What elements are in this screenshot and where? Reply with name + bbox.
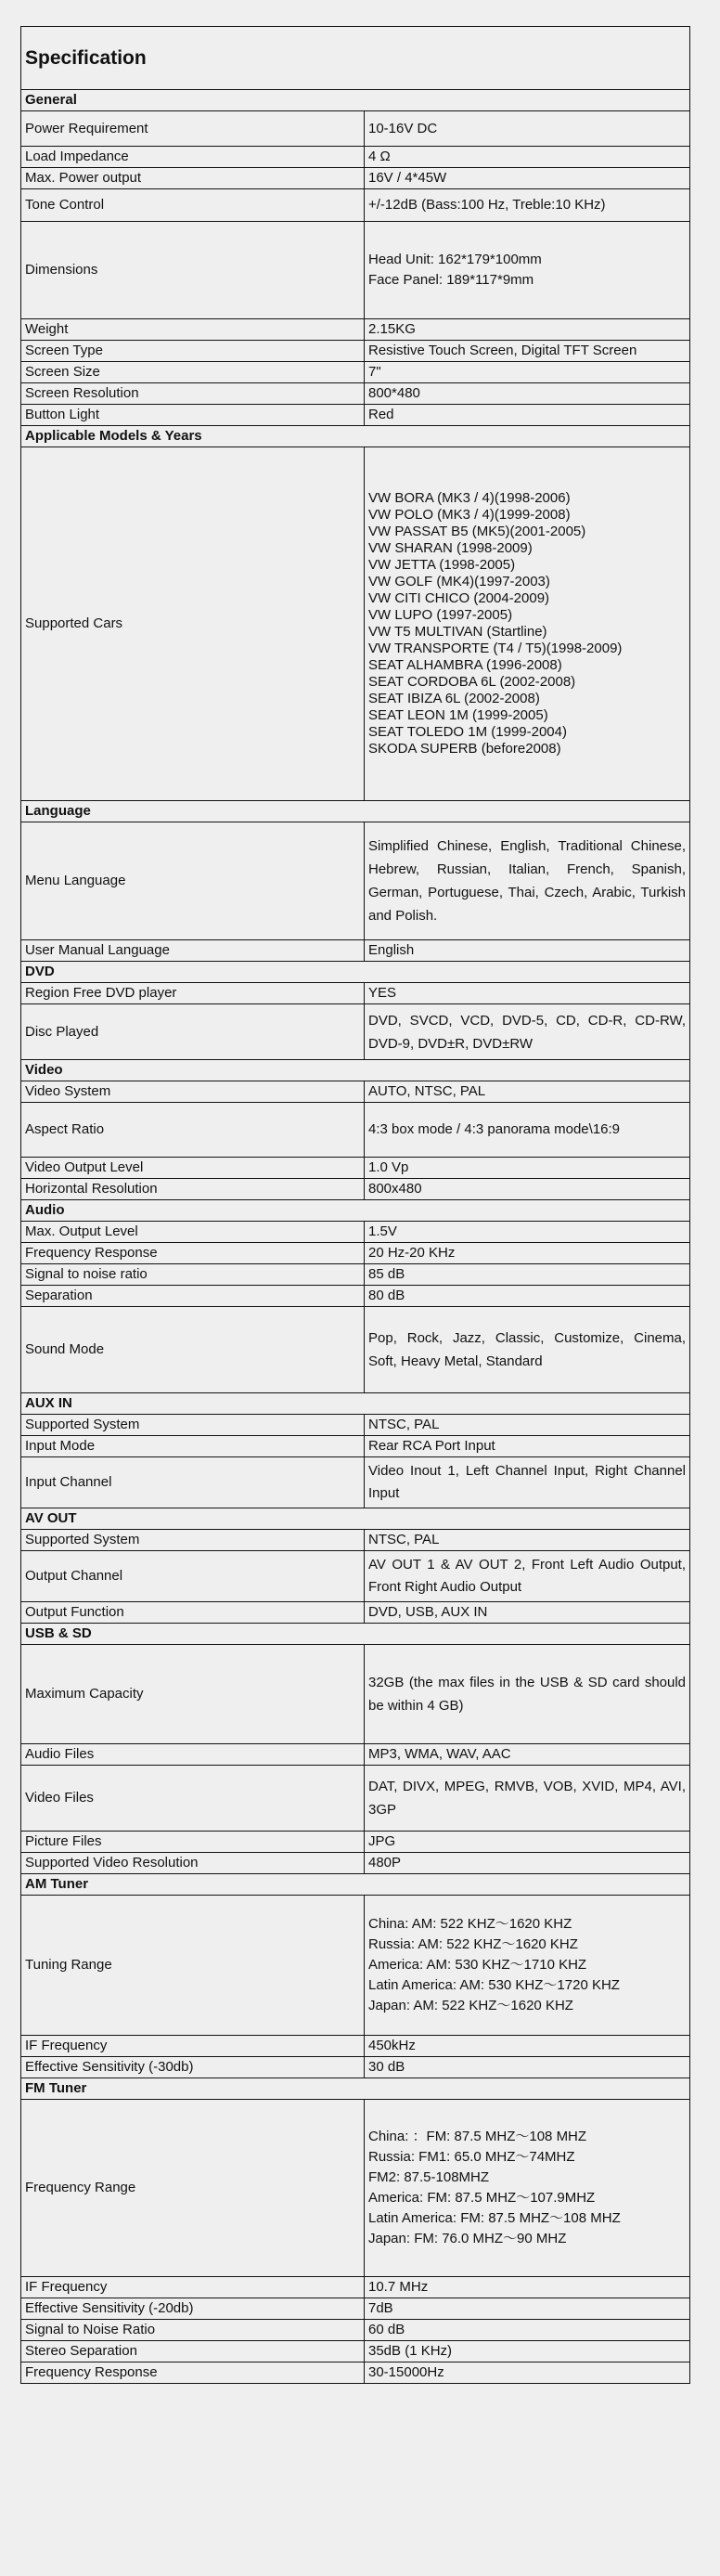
spec-label: Supported Cars <box>21 447 365 801</box>
spec-value: 10.7 MHz <box>365 2277 690 2298</box>
section-heading: General <box>21 90 690 111</box>
spec-row <box>21 1602 690 1624</box>
spec-row <box>21 1551 690 1602</box>
spec-label: Region Free DVD player <box>21 983 365 1004</box>
spec-row <box>21 2057 690 2078</box>
spec-value: 480P <box>365 1853 690 1874</box>
spec-row <box>21 822 690 940</box>
section-heading: Audio <box>21 1200 690 1222</box>
spec-value: English <box>365 940 690 962</box>
spec-row <box>21 1222 690 1243</box>
spec-row <box>21 1436 690 1457</box>
spec-row <box>21 189 690 222</box>
spec-value: 32GB (the max files in the USB & SD card should be within 4 GB) <box>365 1645 690 1744</box>
specification-table <box>20 26 690 2384</box>
spec-row <box>21 1530 690 1551</box>
spec-value: 1.5V <box>365 1222 690 1243</box>
spec-value: 60 dB <box>365 2320 690 2341</box>
section-heading: USB & SD <box>21 1624 690 1645</box>
spec-row <box>21 319 690 341</box>
spec-row <box>21 1645 690 1744</box>
spec-value: 7dB <box>365 2298 690 2320</box>
spec-value: DVD, SVCD, VCD, DVD-5, CD, CD-R, CD-RW, DVD-9, DVD±R, DVD±RW <box>365 1004 690 1060</box>
page-title: Specification <box>21 27 690 90</box>
spec-value: China: ：FM: 87.5 MHZ～108 MHZ Russia: FM1: 65.0 MHZ～74MHZ FM2: 87.5-108MHZ America: FM: 87.5 MHZ～107.9MHZ Latin America: FM: 87.5 MHZ～108 MHZ Japan: FM: 76.0 MHZ～90 MHZ <box>365 2100 690 2277</box>
spec-label: Screen Size <box>21 362 365 383</box>
spec-label: Video Files <box>21 1766 365 1832</box>
spec-row <box>21 983 690 1004</box>
spec-label: Max. Power output <box>21 168 365 189</box>
spec-value: Red <box>365 405 690 426</box>
spec-label: Disc Played <box>21 1004 365 1060</box>
spec-label: Supported System <box>21 1415 365 1436</box>
spec-label: User Manual Language <box>21 940 365 962</box>
spec-value: JPG <box>365 1832 690 1853</box>
spec-row <box>21 1307 690 1393</box>
spec-row <box>21 2036 690 2057</box>
spec-value: DAT, DIVX, MPEG, RMVB, VOB, XVID, MP4, AVI, 3GP <box>365 1766 690 1832</box>
spec-row <box>21 1744 690 1766</box>
spec-row <box>21 2320 690 2341</box>
spec-label: Audio Files <box>21 1744 365 1766</box>
spec-label: Stereo Separation <box>21 2341 365 2362</box>
spec-row <box>21 2100 690 2277</box>
spec-row <box>21 1832 690 1853</box>
spec-value: Resistive Touch Screen, Digital TFT Screen <box>365 341 690 362</box>
spec-value: AUTO, NTSC, PAL <box>365 1081 690 1103</box>
spec-label: Video Output Level <box>21 1158 365 1179</box>
spec-value: Simplified Chinese, English, Traditional Chinese, Hebrew, Russian, Italian, French, Spanish, German, Portuguese, Thai, Czech, Arabic, Turkish and Polish. <box>365 822 690 940</box>
section-heading: AM Tuner <box>21 1874 690 1896</box>
spec-label: Effective Sensitivity (-30db) <box>21 2057 365 2078</box>
spec-row <box>21 111 690 147</box>
spec-label: Screen Type <box>21 341 365 362</box>
section-header <box>21 801 690 822</box>
spec-row <box>21 1243 690 1264</box>
spec-value: Rear RCA Port Input <box>365 1436 690 1457</box>
spec-label: Effective Sensitivity (-20db) <box>21 2298 365 2320</box>
spec-row <box>21 940 690 962</box>
spec-row <box>21 1896 690 2036</box>
section-heading: DVD <box>21 962 690 983</box>
spec-row <box>21 362 690 383</box>
spec-label: Max. Output Level <box>21 1222 365 1243</box>
section-header <box>21 426 690 447</box>
spec-label: Supported Video Resolution <box>21 1853 365 1874</box>
spec-label: Supported System <box>21 1530 365 1551</box>
spec-value: 30-15000Hz <box>365 2362 690 2384</box>
spec-row <box>21 2341 690 2362</box>
section-header <box>21 962 690 983</box>
spec-row <box>21 341 690 362</box>
section-header <box>21 1200 690 1222</box>
spec-value: 80 dB <box>365 1286 690 1307</box>
spec-row <box>21 2298 690 2320</box>
section-heading: Applicable Models & Years <box>21 426 690 447</box>
spec-value: Head Unit: 162*179*100mm Face Panel: 189*117*9mm <box>365 222 690 319</box>
spec-label: Signal to noise ratio <box>21 1264 365 1286</box>
spec-value: +/-12dB (Bass:100 Hz, Treble:10 KHz) <box>365 189 690 222</box>
spec-value: China: AM: 522 KHZ～1620 KHZ Russia: AM: 522 KHZ～1620 KHZ America: AM: 530 KHZ～1710 KHZ Latin America: AM: 530 KHZ～1720 KHZ Japan: AM: 522 KHZ～1620 KHZ <box>365 1896 690 2036</box>
spec-row <box>21 1415 690 1436</box>
spec-label: Input Channel <box>21 1457 365 1508</box>
spec-label: Output Function <box>21 1602 365 1624</box>
spec-label: Tone Control <box>21 189 365 222</box>
spec-label: IF Frequency <box>21 2036 365 2057</box>
spec-value: VW BORA (MK3 / 4)(1998-2006) VW POLO (MK3 / 4)(1999-2008) VW PASSAT B5 (MK5)(2001-2005) VW SHARAN (1998-2009) VW JETTA (1998-2005) VW GOLF (MK4)(1997-2003) VW CITI CHICO (2004-2009) VW LUPO (1997-2005) VW T5 MULTIVAN (Startline) VW TRANSPORTE (T4 / T5)(1998-2009) SEAT ALHAMBRA (1996-2008) SEAT CORDOBA 6L (2002-2008) SEAT IBIZA 6L (2002-2008) SEAT LEON 1M (1999-2005) SEAT TOLEDO 1M (1999-2004) SKODA SUPERB (before2008) <box>365 447 690 801</box>
spec-value: 7" <box>365 362 690 383</box>
spec-row <box>21 1853 690 1874</box>
spec-label: Frequency Range <box>21 2100 365 2277</box>
spec-row <box>21 1457 690 1508</box>
spec-row <box>21 147 690 168</box>
spec-label: Sound Mode <box>21 1307 365 1393</box>
spec-row <box>21 1081 690 1103</box>
spec-row <box>21 168 690 189</box>
spec-value: DVD, USB, AUX IN <box>365 1602 690 1624</box>
spec-value: 30 dB <box>365 2057 690 2078</box>
spec-row <box>21 1766 690 1832</box>
spec-label: Input Mode <box>21 1436 365 1457</box>
spec-value: 800x480 <box>365 1179 690 1200</box>
spec-label: Horizontal Resolution <box>21 1179 365 1200</box>
section-header <box>21 1874 690 1896</box>
spec-row <box>21 2362 690 2384</box>
section-heading: Video <box>21 1060 690 1081</box>
spec-value: 35dB (1 KHz) <box>365 2341 690 2362</box>
spec-label: Maximum Capacity <box>21 1645 365 1744</box>
spec-value: 20 Hz-20 KHz <box>365 1243 690 1264</box>
spec-value: 800*480 <box>365 383 690 405</box>
spec-label: Separation <box>21 1286 365 1307</box>
spec-row <box>21 383 690 405</box>
spec-label: Output Channel <box>21 1551 365 1602</box>
section-header <box>21 1060 690 1081</box>
spec-label: Frequency Response <box>21 1243 365 1264</box>
spec-value: 4 Ω <box>365 147 690 168</box>
spec-label: Frequency Response <box>21 2362 365 2384</box>
section-heading: AV OUT <box>21 1508 690 1530</box>
spec-row <box>21 1004 690 1060</box>
specification-sheet <box>20 26 689 2384</box>
section-header <box>21 2078 690 2100</box>
spec-value: Pop, Rock, Jazz, Classic, Customize, Cinema, Soft, Heavy Metal, Standard <box>365 1307 690 1393</box>
spec-row <box>21 405 690 426</box>
section-header <box>21 1393 690 1415</box>
spec-label: Power Requirement <box>21 111 365 147</box>
spec-row <box>21 1158 690 1179</box>
spec-value: 1.0 Vp <box>365 1158 690 1179</box>
spec-label: Menu Language <box>21 822 365 940</box>
spec-label: Picture Files <box>21 1832 365 1853</box>
section-heading: Language <box>21 801 690 822</box>
spec-row <box>21 1103 690 1158</box>
spec-row <box>21 1264 690 1286</box>
spec-row <box>21 447 690 801</box>
spec-label: Aspect Ratio <box>21 1103 365 1158</box>
section-header <box>21 1508 690 1530</box>
spec-value: NTSC, PAL <box>365 1415 690 1436</box>
spec-value: 10-16V DC <box>365 111 690 147</box>
spec-value: 16V / 4*45W <box>365 168 690 189</box>
spec-row <box>21 1179 690 1200</box>
spec-label: IF Frequency <box>21 2277 365 2298</box>
spec-value: Video Inout 1, Left Channel Input, Right Channel Input <box>365 1457 690 1508</box>
spec-value: YES <box>365 983 690 1004</box>
spec-value: MP3, WMA, WAV, AAC <box>365 1744 690 1766</box>
section-heading: AUX IN <box>21 1393 690 1415</box>
spec-label: Signal to Noise Ratio <box>21 2320 365 2341</box>
section-heading: FM Tuner <box>21 2078 690 2100</box>
spec-value: 2.15KG <box>365 319 690 341</box>
spec-label: Dimensions <box>21 222 365 319</box>
spec-row <box>21 222 690 319</box>
spec-label: Load Impedance <box>21 147 365 168</box>
spec-value: 450kHz <box>365 2036 690 2057</box>
spec-row <box>21 1286 690 1307</box>
section-header <box>21 90 690 111</box>
spec-value: 85 dB <box>365 1264 690 1286</box>
spec-label: Button Light <box>21 405 365 426</box>
spec-row <box>21 2277 690 2298</box>
spec-value: AV OUT 1 & AV OUT 2, Front Left Audio Output, Front Right Audio Output <box>365 1551 690 1602</box>
spec-label: Video System <box>21 1081 365 1103</box>
section-header <box>21 1624 690 1645</box>
title-row <box>21 27 690 90</box>
spec-label: Screen Resolution <box>21 383 365 405</box>
spec-label: Tuning Range <box>21 1896 365 2036</box>
spec-label: Weight <box>21 319 365 341</box>
spec-value: NTSC, PAL <box>365 1530 690 1551</box>
spec-value: 4:3 box mode / 4:3 panorama mode\16:9 <box>365 1103 690 1158</box>
